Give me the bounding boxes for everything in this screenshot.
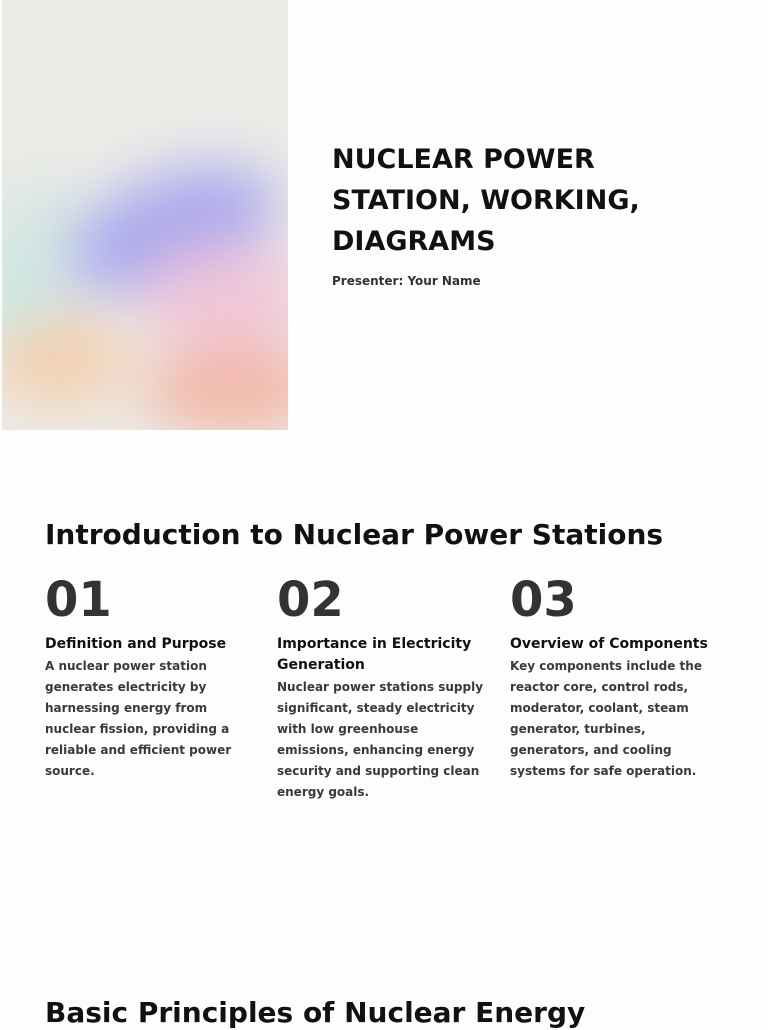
card-body: Nuclear power stations supply significant, steady electricity with low greenhouse emissions, enhancing energy security and supporting clean energy goals. bbox=[277, 680, 484, 799]
presenter-name: Presenter: Your Name bbox=[332, 274, 481, 288]
intro-heading: Introduction to Nuclear Power Stations bbox=[45, 518, 664, 551]
card-title: Definition and Purpose bbox=[45, 636, 227, 652]
card-body: A nuclear power station generates electricity by harnessing energy from nuclear fission, providing a reliable and efficient power source. bbox=[45, 659, 232, 778]
card-number: 03 bbox=[510, 572, 577, 628]
principles-heading: Basic Principles of Nuclear Energy bbox=[45, 996, 586, 1029]
intro-card-3 bbox=[510, 572, 728, 782]
intro-card-2 bbox=[277, 572, 492, 803]
intro-card-1 bbox=[45, 572, 260, 782]
card-body: Key components include the reactor core, control rods, moderator, coolant, steam generator, turbines, generators, and cooling systems for safe operation. bbox=[510, 659, 702, 778]
card-title: Overview of Components bbox=[510, 636, 708, 652]
card-number: 01 bbox=[45, 572, 112, 628]
slide-title: NUCLEAR POWER STATION, WORKING, DIAGRAMS bbox=[332, 144, 640, 257]
card-number: 02 bbox=[277, 572, 344, 628]
abstract-gradient-image bbox=[2, 0, 288, 430]
card-title: Importance in Electricity Generation bbox=[277, 636, 472, 673]
